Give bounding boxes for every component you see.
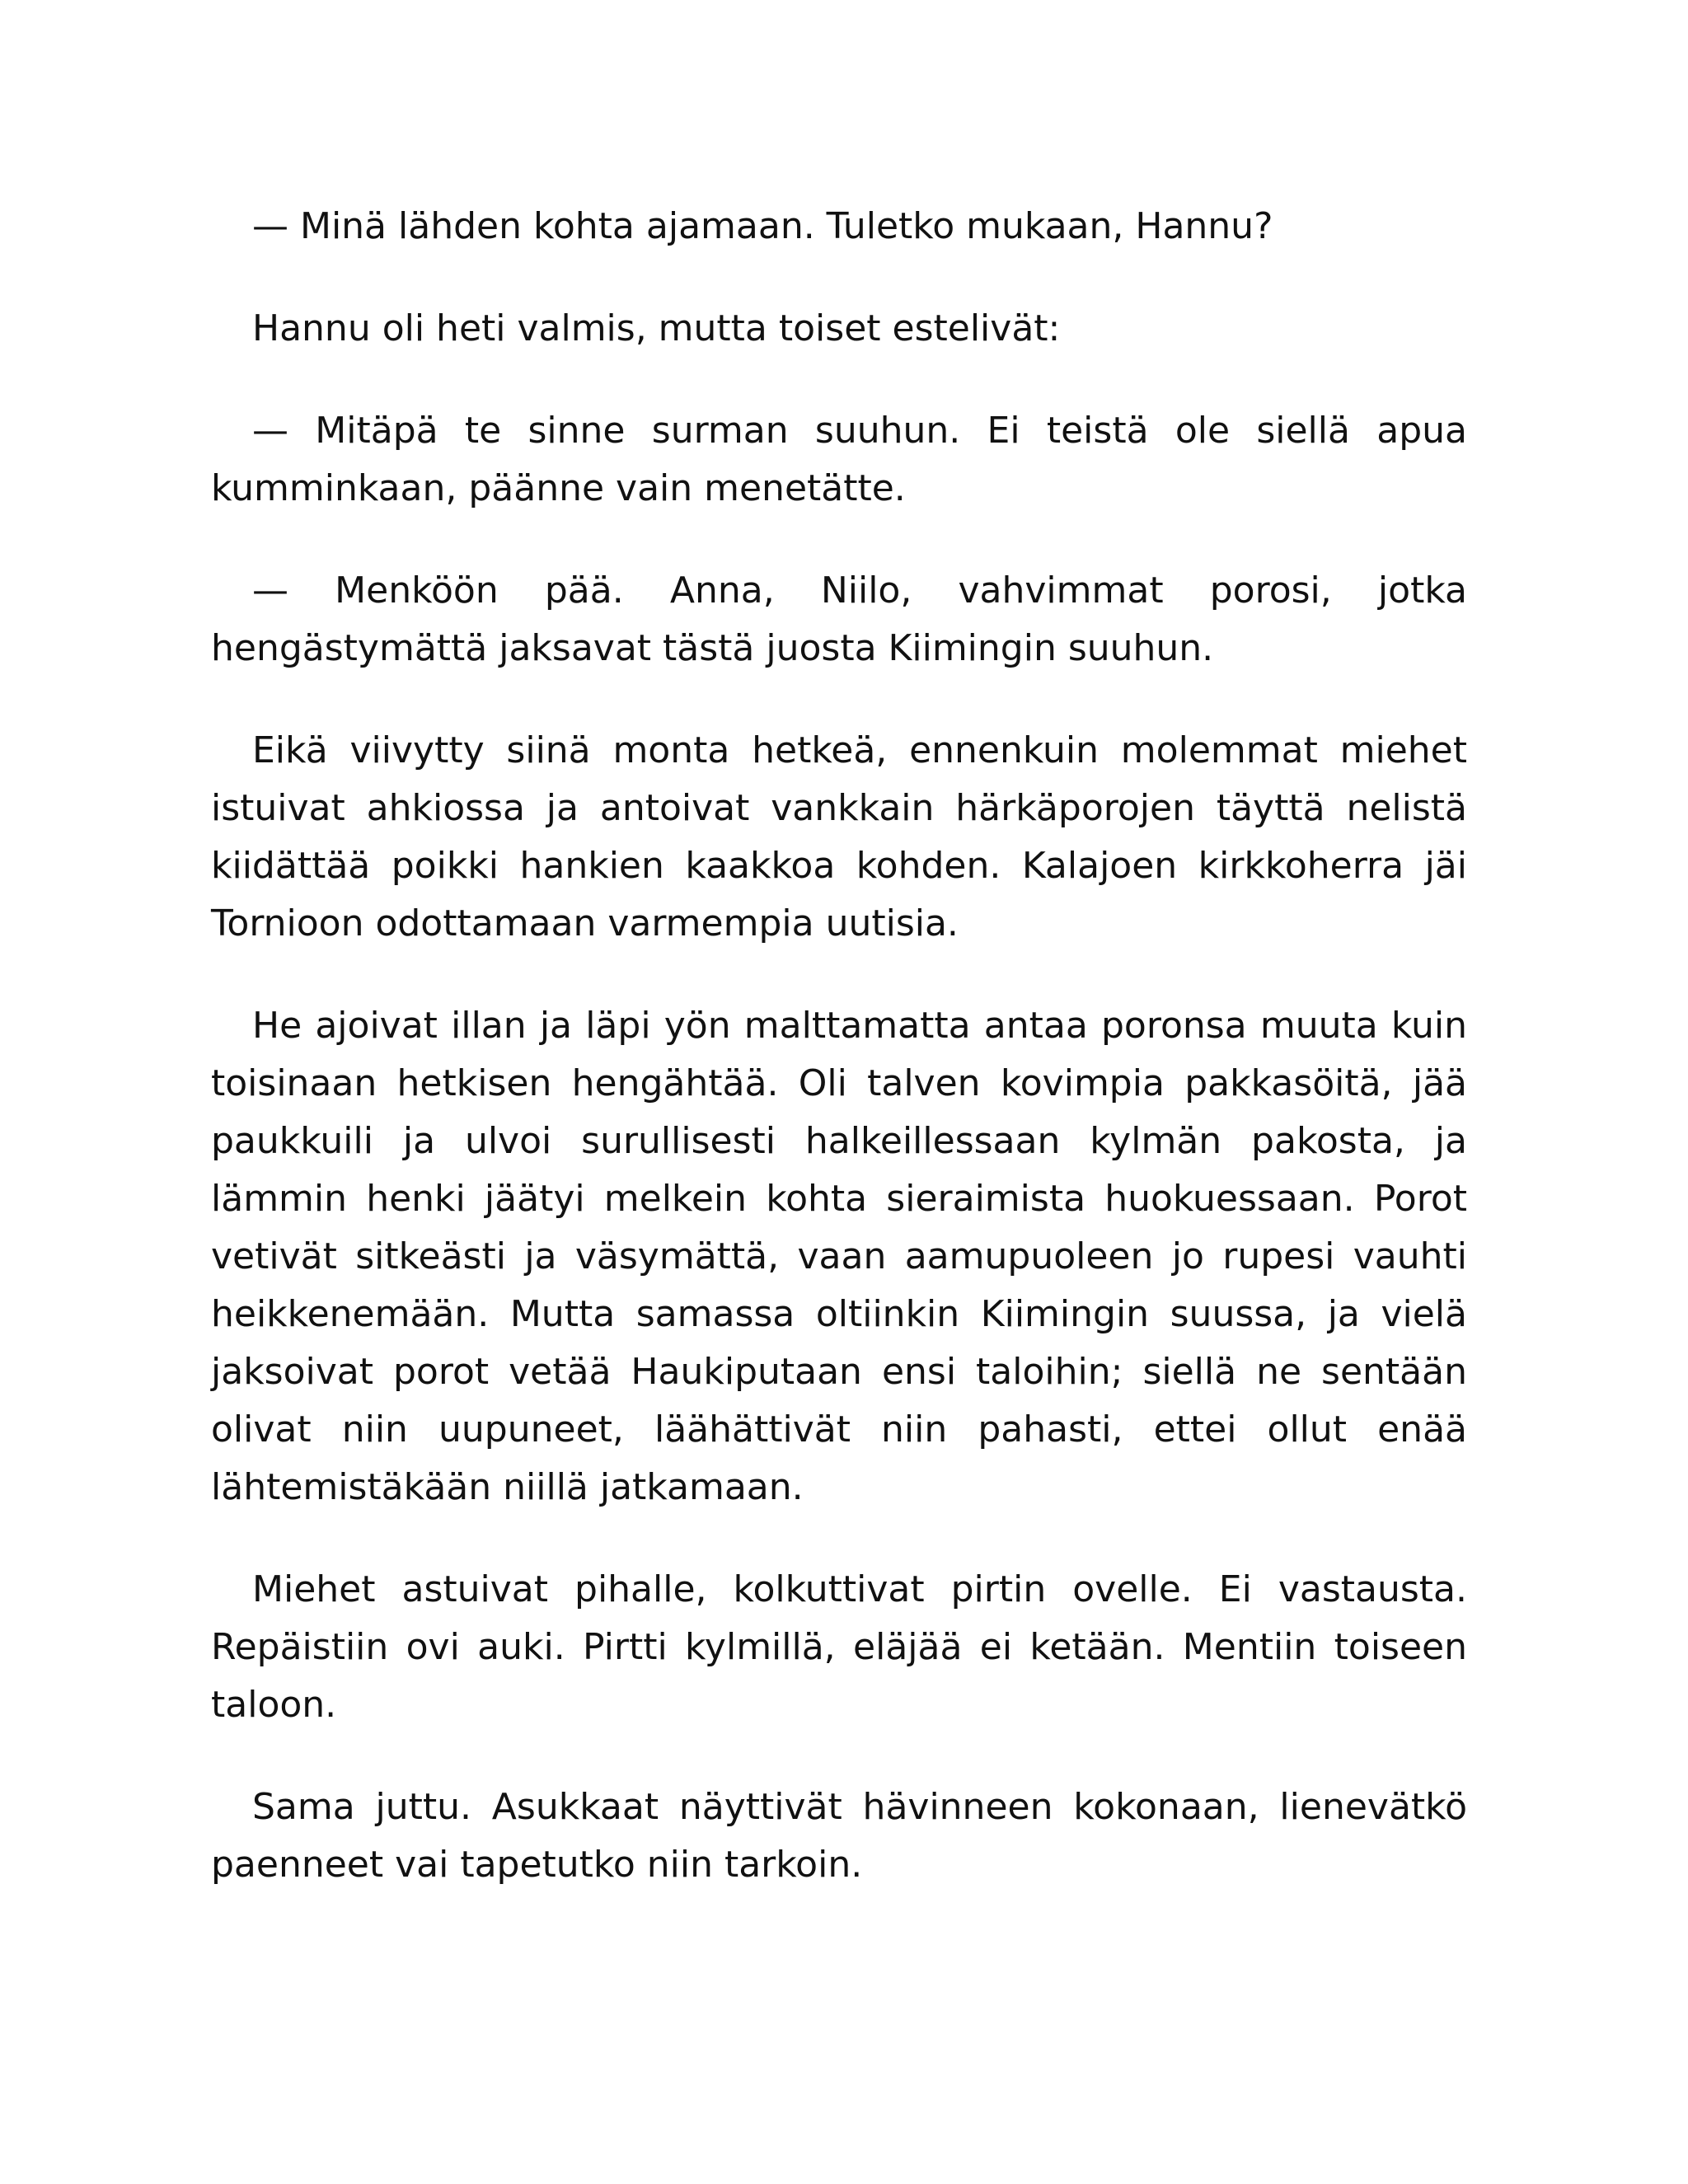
book-page (211, 198, 1467, 1938)
paragraph-6: He ajoivat illan ja läpi yön malttamatta antaa poronsa muuta kuin toisinaan hetkisen hengähtää. Oli talven kovimpia pakkasöitä, jää paukkuili ja ulvoi surullisesti halkeillessaan kylmän pakosta, ja lämmin henki jäätyi melkein kohta sieraimista huokuessaan. Porot vetivät sitkeästi ja väsymättä, vaan aamupuoleen jo rupesi vauhti heikkenemään. Mutta samassa oltiinkin Kiimingin suussa, ja vielä jaksoivat porot vetää Haukiputaan ensi taloihin; siellä ne sentään olivat niin uupuneet, läähättivät niin pahasti, ettei ollut enää lähtemistäkään niillä jatkamaan. (211, 1005, 1467, 1508)
paragraph-5: Eikä viivytty siinä monta hetkeä, ennenkuin molemmat miehet istuivat ahkiossa ja antoivat vankkain härkäporojen täyttä nelistä kiidättää poikki hankien kaakkoa kohden. Kalajoen kirkkoherra jäi Tornioon odottamaan varmempia uutisia. (211, 729, 1467, 944)
paragraph-3: — Mitäpä te sinne surman suuhun. Ei teistä ole siellä apua kumminkaan, päänne vain menetätte. (211, 410, 1467, 509)
paragraph-4: — Menköön pää. Anna, Niilo, vahvimmat porosi, jotka hengästymättä jaksavat tästä juosta Kiimingin suuhun. (211, 569, 1467, 669)
paragraph-1: — Minä lähden kohta ajamaan. Tuletko mukaan, Hannu? (252, 205, 1273, 247)
paragraph-2: Hannu oli heti valmis, mutta toiset estelivät: (252, 307, 1061, 349)
paragraph-8: Sama juttu. Asukkaat näyttivät hävinneen kokonaan, lienevätkö paenneet vai tapetutko niin tarkoin. (211, 1786, 1467, 1886)
paragraph-7: Miehet astuivat pihalle, kolkuttivat pirtin ovelle. Ei vastausta. Repäistiin ovi auki. Pirtti kylmillä, eläjää ei ketään. Mentiin toiseen taloon. (211, 1568, 1467, 1726)
